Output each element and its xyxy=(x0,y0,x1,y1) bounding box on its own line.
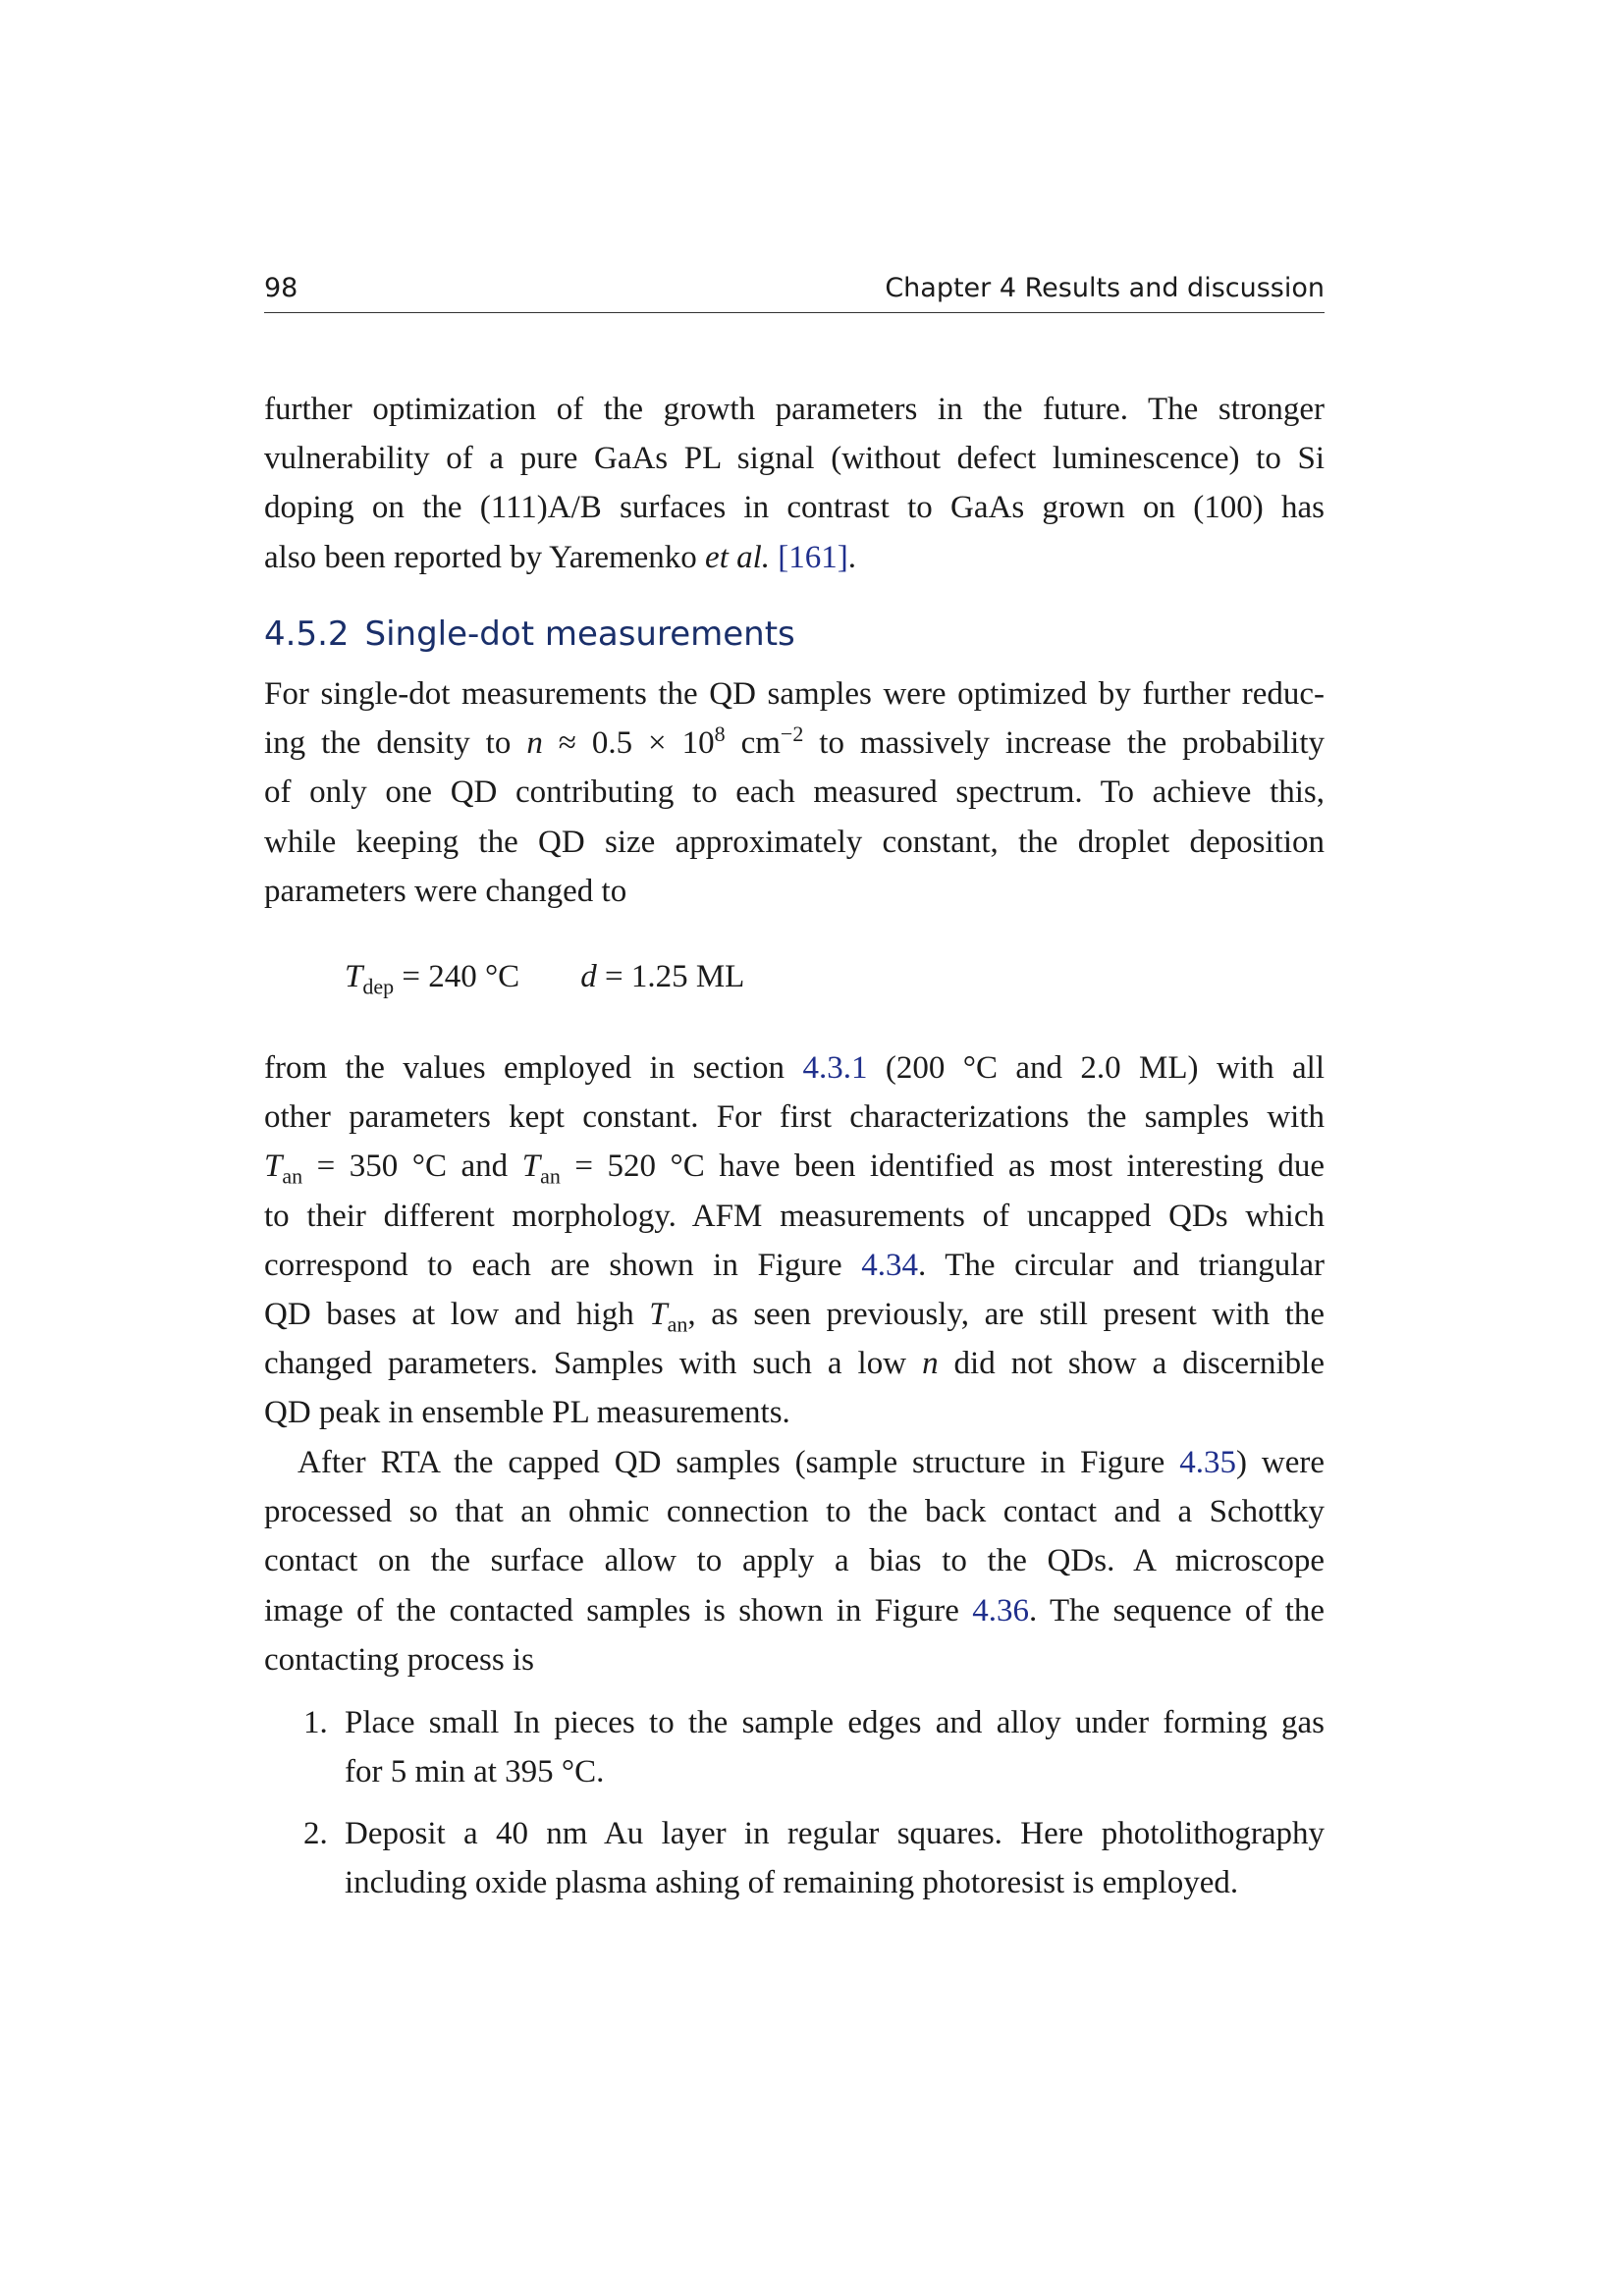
text-line xyxy=(264,533,1325,582)
text-fragment: After RTA the capped QD samples (sample structure in Figure xyxy=(298,1445,1180,1480)
text-line xyxy=(264,1241,1325,1290)
subscript: dep xyxy=(362,974,395,999)
text-line: doping on the (111)A/B surfaces in contrast to GaAs grown on (100) has xyxy=(264,490,1325,526)
text-line: further optimization of the growth parameters in the future. The stronger xyxy=(264,392,1325,427)
text-line: other parameters kept constant. For first characterizations the samples with xyxy=(264,1099,1325,1136)
math-T: T xyxy=(264,1148,283,1185)
list-number: 2. xyxy=(303,1816,328,1851)
section-link[interactable]: 4.3.1 xyxy=(802,1050,868,1086)
text-line xyxy=(264,1586,1325,1635)
text-fragment: . xyxy=(847,539,857,575)
paragraph-parameters xyxy=(264,1043,1325,1438)
text-line: while keeping the QD size approximately constant, the droplet deposition xyxy=(264,824,1325,860)
paragraph-continuation xyxy=(264,385,1325,582)
et-al: et al. xyxy=(705,539,771,575)
text-line: For single-dot measurements the QD samples were optimized by further reduc- xyxy=(264,676,1325,712)
text-fragment: , as seen previously, are still present with the xyxy=(687,1296,1325,1332)
math-T: T xyxy=(649,1296,668,1332)
text-line: to their different morphology. AFM measurements of uncapped QDs which xyxy=(264,1198,1325,1234)
text-fragment: ing the density to xyxy=(264,725,527,762)
text-fragment: to massively increase the probability xyxy=(803,725,1325,762)
math-d: d xyxy=(580,959,597,994)
exponent: −2 xyxy=(780,721,804,747)
text-fragment: correspond to each are shown in Figure xyxy=(264,1247,862,1283)
text-line xyxy=(264,1438,1325,1487)
section-heading xyxy=(264,614,795,654)
text-fragment: changed parameters. Samples with such a low xyxy=(264,1346,923,1382)
text-line: contacting process is xyxy=(264,1641,534,1678)
text-fragment: . The sequence of the xyxy=(1028,1592,1326,1629)
subscript: an xyxy=(540,1163,561,1189)
paragraph-processing xyxy=(264,1438,1325,1684)
text-line: including oxide plasma ashing of remaining photoresist is employed. xyxy=(345,1865,1239,1901)
text-fragment: . The circular and triangular xyxy=(917,1247,1326,1283)
text-line: vulnerability of a pure GaAs PL signal (without defect luminescence) to Si xyxy=(264,441,1325,477)
paragraph-single-dot-intro xyxy=(264,669,1325,916)
math-T: T xyxy=(345,959,363,994)
list-number: 1. xyxy=(303,1705,328,1740)
equation-value: = 1.25 ML xyxy=(596,959,745,994)
equation-value: = 240 °C xyxy=(394,959,520,994)
text-fragment: QD bases at low and high xyxy=(264,1296,650,1332)
chapter-title: Chapter 4 Results and discussion xyxy=(885,273,1325,303)
citation-link[interactable]: [161] xyxy=(778,539,848,575)
text-line xyxy=(264,1339,1325,1388)
section-title-text: Single-dot measurements xyxy=(364,614,795,654)
math-n: n xyxy=(922,1346,939,1382)
text-fragment: ) were xyxy=(1235,1445,1325,1480)
text-line: Deposit a 40 nm Au layer in regular squares. Here photolithography xyxy=(345,1816,1325,1851)
display-equation xyxy=(345,959,745,999)
text-fragment: from the values employed in section xyxy=(264,1050,803,1086)
subscript: an xyxy=(282,1163,303,1189)
exponent: 8 xyxy=(714,721,726,747)
text-line: Place small In pieces to the sample edges and alloy under forming gas xyxy=(345,1705,1325,1740)
section-number: 4.5.2 xyxy=(264,614,350,654)
math-n: n xyxy=(526,725,543,762)
text-fragment: image of the contacted samples is shown in Figure xyxy=(264,1592,973,1629)
figure-link[interactable]: 4.35 xyxy=(1179,1445,1236,1480)
text-line: of only one QD contributing to each measured spectrum. To achieve this, xyxy=(264,774,1325,811)
text-line xyxy=(264,1290,1325,1339)
text-fragment: = 520 °C have been identified as most interesting due xyxy=(560,1148,1326,1185)
text-fragment: = 350 °C and xyxy=(302,1148,522,1185)
text-line: processed so that an ohmic connection to the back contact and a Schottky xyxy=(264,1494,1325,1530)
text-fragment: did not show a discernible xyxy=(938,1346,1325,1382)
text-fragment: cm xyxy=(725,725,781,762)
running-header xyxy=(264,273,1325,314)
page-number: 98 xyxy=(264,273,298,303)
text-line: for 5 min at 395 °C. xyxy=(345,1754,605,1790)
text-line xyxy=(264,719,1325,768)
figure-link[interactable]: 4.36 xyxy=(972,1592,1029,1629)
header-rule xyxy=(264,312,1325,313)
text-line: parameters were changed to xyxy=(264,873,627,909)
text-fragment: ≈ 0.5 × 10 xyxy=(542,725,715,762)
text-fragment: (200 °C and 2.0 ML) with all xyxy=(867,1050,1325,1086)
text-line: contact on the surface allow to apply a bias to the QDs. A microscope xyxy=(264,1543,1325,1579)
text-fragment: also been reported by Yaremenko xyxy=(264,539,706,575)
text-line xyxy=(264,1043,1325,1093)
list-item-body xyxy=(345,1809,1325,1907)
subscript: an xyxy=(667,1311,688,1337)
text-line: QD peak in ensemble PL measurements. xyxy=(264,1395,790,1431)
figure-link[interactable]: 4.34 xyxy=(861,1247,918,1283)
text-line xyxy=(264,1142,1325,1191)
math-T: T xyxy=(521,1148,541,1185)
list-item-body xyxy=(345,1698,1325,1796)
